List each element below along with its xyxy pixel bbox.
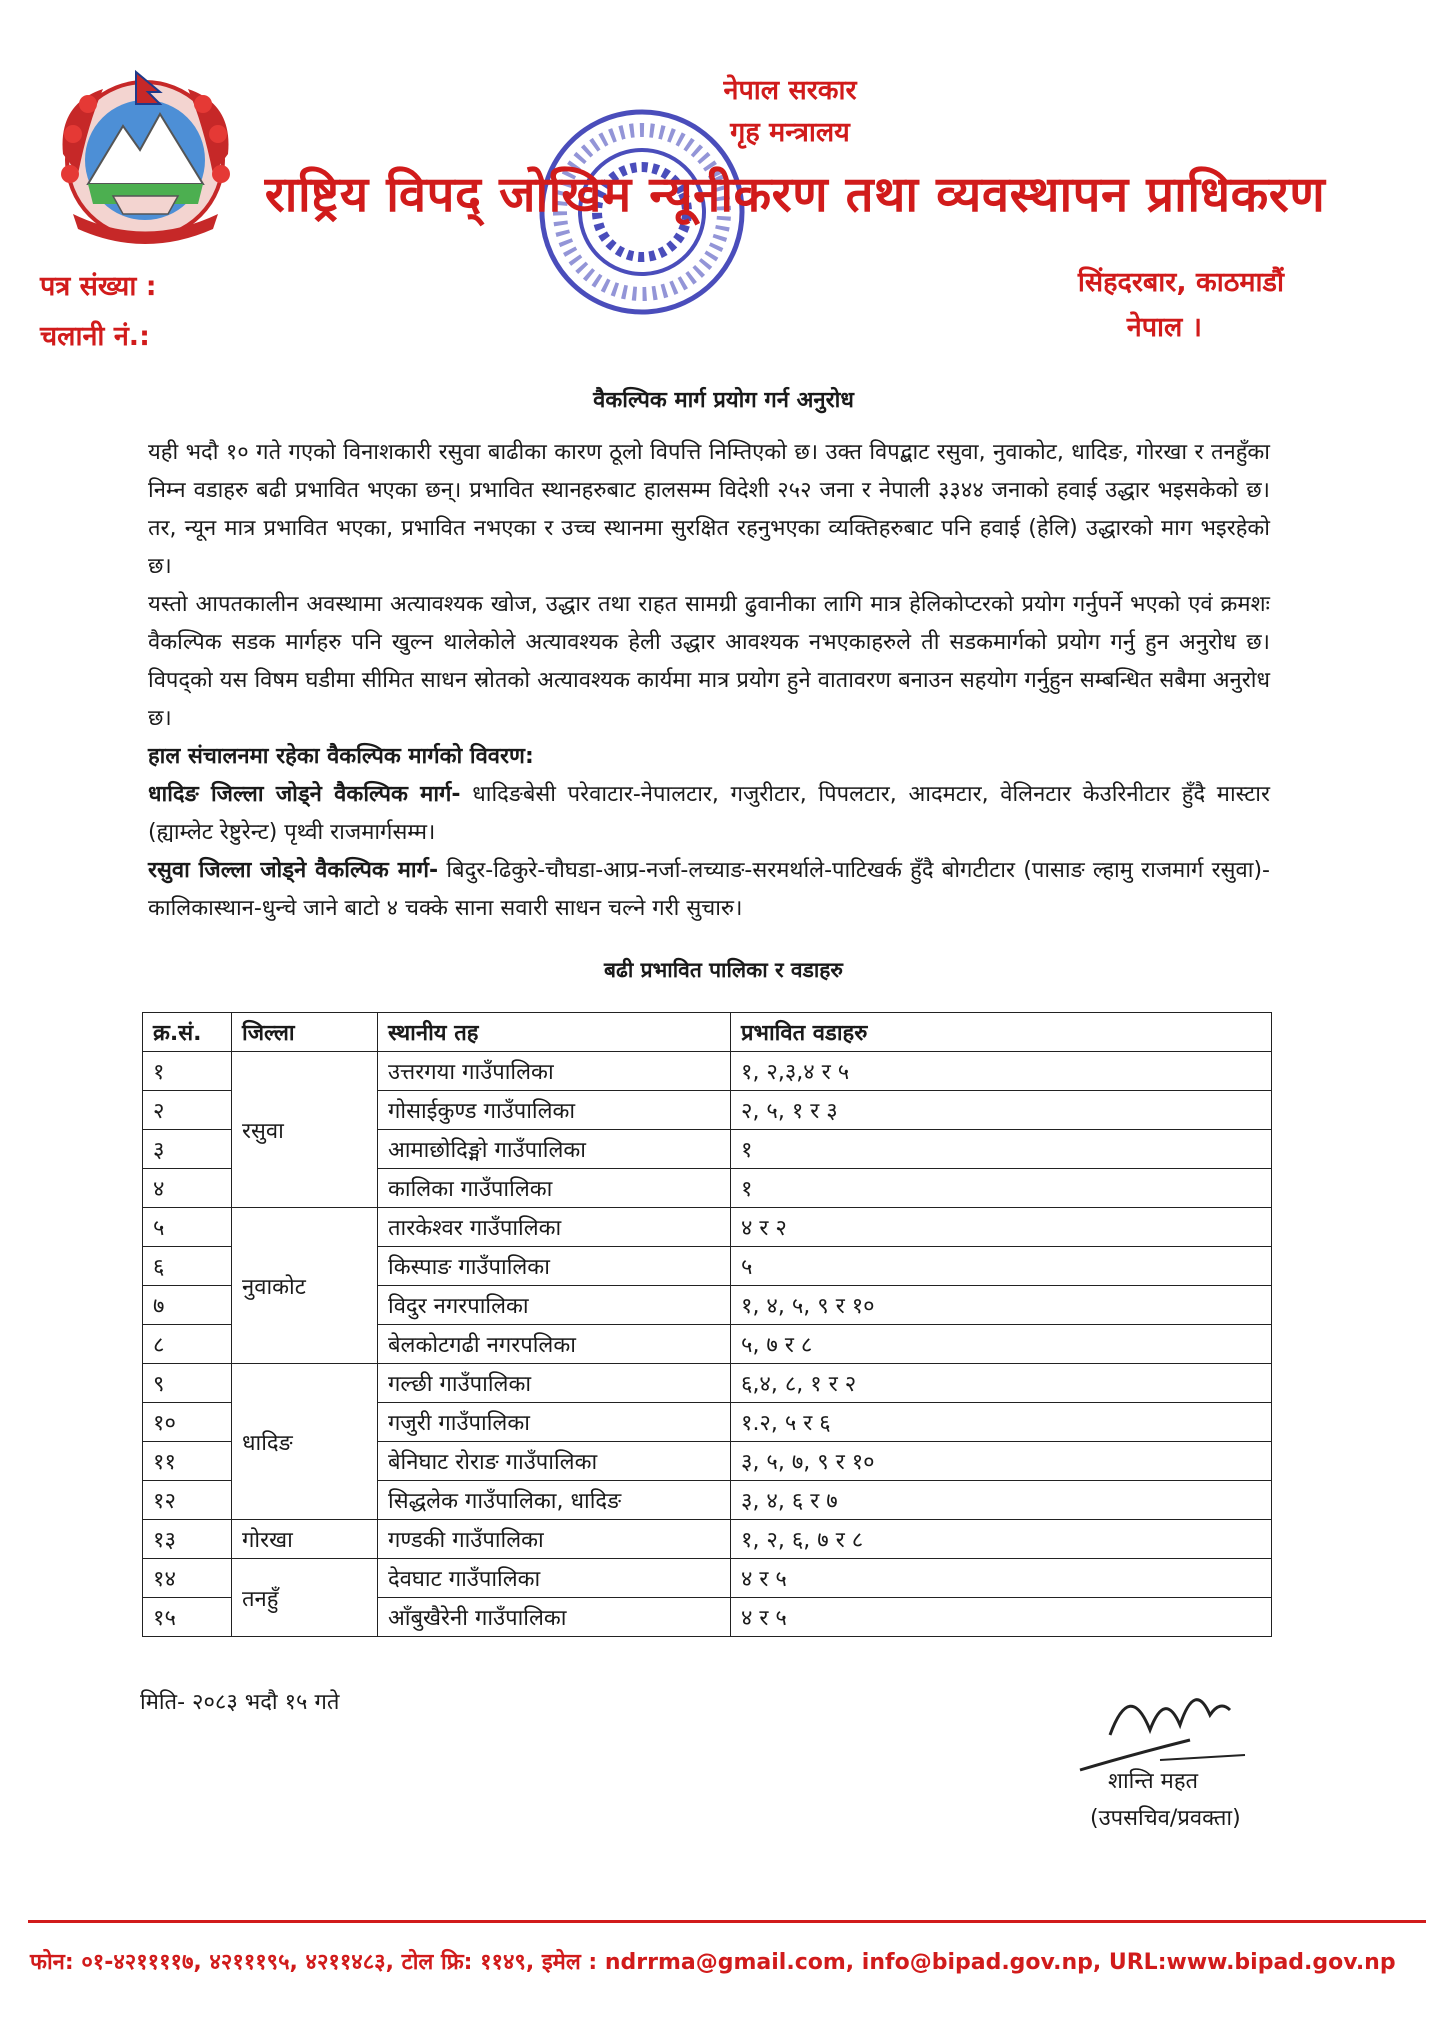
cell-wards: १: [731, 1130, 1272, 1169]
cell-wards: १: [731, 1169, 1272, 1208]
letter-body: [148, 434, 1270, 928]
cell-local: उत्तरगया गाउँपालिका: [378, 1052, 731, 1091]
cell-local: देवघाट गाउँपालिका: [378, 1559, 731, 1598]
cell-wards: १.२, ५ र ६: [731, 1403, 1272, 1442]
cell-sn: ९: [143, 1364, 232, 1403]
cell-sn: ८: [143, 1325, 232, 1364]
cell-wards: ६,४, ८, १ र २: [731, 1364, 1272, 1403]
route-text: बिदुर-ढिकुरे-चौघडा-आप्र-नर्जा-लच्याङ-सरमर्थाले-पाटिखर्क हुँदै बोगटीटार (पासाङ ल्हामु राजमार्ग रसुवा)-कालिकास्थान-धुन्चे जाने बाटो ४ चक्के साना सवारी साधन चल्ने गरी सुचारु।: [148, 858, 1270, 921]
cell-wards: २, ५, १ र ३: [731, 1091, 1272, 1130]
cell-local: बेनिघाट रोराङ गाउँपालिका: [378, 1442, 731, 1481]
cell-local: गोसाईकुण्ड गाउँपालिका: [378, 1091, 731, 1130]
cell-local: आमाछोदिङ्मो गाउँपालिका: [378, 1130, 731, 1169]
cell-local: गजुरी गाउँपालिका: [378, 1403, 731, 1442]
cell-wards: ४ र २: [731, 1208, 1272, 1247]
dispatch-number-label: चलानी नं.:: [40, 321, 150, 352]
route-text: धादिङबेसी परेवाटार-नेपालटार, गजुरीटार, पिपलटार, आदमटार, वेलिनटार केउरिनीटार हुँदै मास्टार (ह्याम्लेट रेष्टुरेन्ट) पृथ्वी राजमार्गसम्म।: [148, 782, 1270, 845]
cell-local: किस्पाङ गाउँपालिका: [378, 1247, 731, 1286]
cell-sn: ६: [143, 1247, 232, 1286]
cell-wards: १, २,३,४ र ५: [731, 1052, 1272, 1091]
cell-local: तारकेश्वर गाउँपालिका: [378, 1208, 731, 1247]
route-dhading: [148, 776, 1270, 852]
cell-wards: ३, ५, ७, ९ र १०: [731, 1442, 1272, 1481]
paragraph-1: यही भदौ १० गते गएको विनाशकारी रसुवा बाढीका कारण ठूलो विपत्ति निम्तिएको छ। उक्त विपद्बाट रसुवा, नुवाकोट, धादिङ, गोरखा र तनहुँका निम्न वडाहरु बढी प्रभावित भएका छन्। प्रभावित स्थानहरुबाट हालसम्म विदेशी २५२ जना र नेपाली ३३४४ जनाको हवाई उद्धार भइसकेको छ। तर, न्यून मात्र प्रभावित भएका, प्रभावित नभएका र उच्च स्थानमा सुरक्षित रहनुभएका व्यक्तिहरुबाट पनि हवाई (हेलि) उद्धारको माग भइरहेको छ।: [148, 440, 1270, 579]
cell-wards: ४ र ५: [731, 1559, 1272, 1598]
cell-sn: १३: [143, 1520, 232, 1559]
table-header-row: [143, 1013, 1272, 1052]
col-header-local-level: स्थानीय तह: [378, 1013, 731, 1052]
letter-number-label: पत्र संख्या :: [40, 271, 157, 302]
cell-wards: ५, ७ र ८: [731, 1325, 1272, 1364]
affected-wards-table: [142, 1012, 1272, 1637]
cell-local: गल्छी गाउँपालिका: [378, 1364, 731, 1403]
routes-heading: हाल संचालनमा रहेका वैकल्पिक मार्गको विवरण:: [148, 744, 534, 769]
cell-sn: १: [143, 1052, 232, 1091]
cell-district: तनहुँ: [232, 1559, 378, 1637]
paragraph-2: यस्तो आपतकालीन अवस्थामा अत्यावश्यक खोज, उद्धार तथा राहत सामग्री ढुवानीका लागि मात्र हेलिकोप्टरको प्रयोग गर्नुपर्ने भएको एवं क्रमशः वैकल्पिक सडक मार्गहरु पनि खुल्न थालेकोले अत्यावश्यक हेली उद्धार आवश्यक नभएकाहरुले ती सडकमार्गको प्रयोग गर्नु हुन अनुरोध छ। विपद्को यस विषम घडीमा सीमित साधन स्रोतको अत्यावश्यक कार्यमा मात्र प्रयोग हुने वातावरण बनाउन सहयोग गर्नुहुन सम्बन्धित सबैमा अनुरोध छ।: [148, 592, 1270, 731]
footer-divider: [28, 1920, 1426, 1923]
table-row: [143, 1364, 1272, 1403]
office-country: नेपाल ।: [1126, 312, 1202, 343]
authority-name: राष्ट्रिय विपद् जोखिम न्यूनीकरण तथा व्यवस्थापन प्राधिकरण: [264, 166, 1326, 223]
route-label: रसुवा जिल्ला जोड्ने वैकल्पिक मार्ग-: [148, 858, 439, 883]
cell-wards: १, ४, ५, ९ र १०: [731, 1286, 1272, 1325]
table-title: बढी प्रभावित पालिका र वडाहरु: [604, 958, 843, 982]
footer-contact: फोन: ०१-४२११११७, ४२१११९५, ४२११४८३, टोल फ्रि: ११४९, इमेल : ndrrma@gmail.com, info@bipad.gov.np, URL:www.bipad.gov.np: [30, 1950, 1396, 1975]
cell-local: आँबुखैरेनी गाउँपालिका: [378, 1598, 731, 1637]
table-row: [143, 1559, 1272, 1598]
cell-wards: ३, ४, ६ र ७: [731, 1481, 1272, 1520]
cell-sn: २: [143, 1091, 232, 1130]
government-name: नेपाल सरकार: [723, 75, 857, 106]
cell-sn: १५: [143, 1598, 232, 1637]
table-row: [143, 1052, 1272, 1091]
col-header-sn: क्र.सं.: [143, 1013, 232, 1052]
signatory-name: शान्ति महत: [1108, 1769, 1199, 1794]
route-label: धादिङ जिल्ला जोड्ने वैकल्पिक मार्ग-: [148, 782, 461, 807]
cell-district: धादिङ: [232, 1364, 378, 1520]
office-location: सिंहदरबार, काठमाडौं: [1077, 267, 1284, 298]
col-header-district: जिल्ला: [232, 1013, 378, 1052]
cell-local: विदुर नगरपालिका: [378, 1286, 731, 1325]
letter-date: मिति- २०८३ भदौ १५ गते: [140, 1690, 340, 1715]
route-rasuwa: [148, 852, 1270, 928]
letter-subject: वैकल्पिक मार्ग प्रयोग गर्न अनुरोध: [593, 388, 854, 413]
signatory-title: (उपसचिव/प्रवक्ता): [1090, 1806, 1241, 1831]
cell-local: बेलकोटगढी नगरपलिका: [378, 1325, 731, 1364]
nepal-emblem-icon: [48, 64, 243, 254]
cell-sn: ५: [143, 1208, 232, 1247]
cell-wards: ५: [731, 1247, 1272, 1286]
cell-sn: १२: [143, 1481, 232, 1520]
table-row: [143, 1208, 1272, 1247]
cell-wards: ४ र ५: [731, 1598, 1272, 1637]
cell-sn: १०: [143, 1403, 232, 1442]
cell-local: सिद्धलेक गाउँपालिका, धादिङ: [378, 1481, 731, 1520]
cell-sn: ११: [143, 1442, 232, 1481]
cell-local: गण्डकी गाउँपालिका: [378, 1520, 731, 1559]
table-row: [143, 1520, 1272, 1559]
col-header-affected-wards: प्रभावित वडाहरु: [731, 1013, 1272, 1052]
cell-sn: ३: [143, 1130, 232, 1169]
cell-sn: १४: [143, 1559, 232, 1598]
cell-local: कालिका गाउँपालिका: [378, 1169, 731, 1208]
cell-sn: ४: [143, 1169, 232, 1208]
ministry-name: गृह मन्त्रालय: [730, 117, 850, 148]
cell-sn: ७: [143, 1286, 232, 1325]
cell-district: रसुवा: [232, 1052, 378, 1208]
cell-wards: १, २, ६, ७ र ८: [731, 1520, 1272, 1559]
cell-district: नुवाकोट: [232, 1208, 378, 1364]
cell-district: गोरखा: [232, 1520, 378, 1559]
